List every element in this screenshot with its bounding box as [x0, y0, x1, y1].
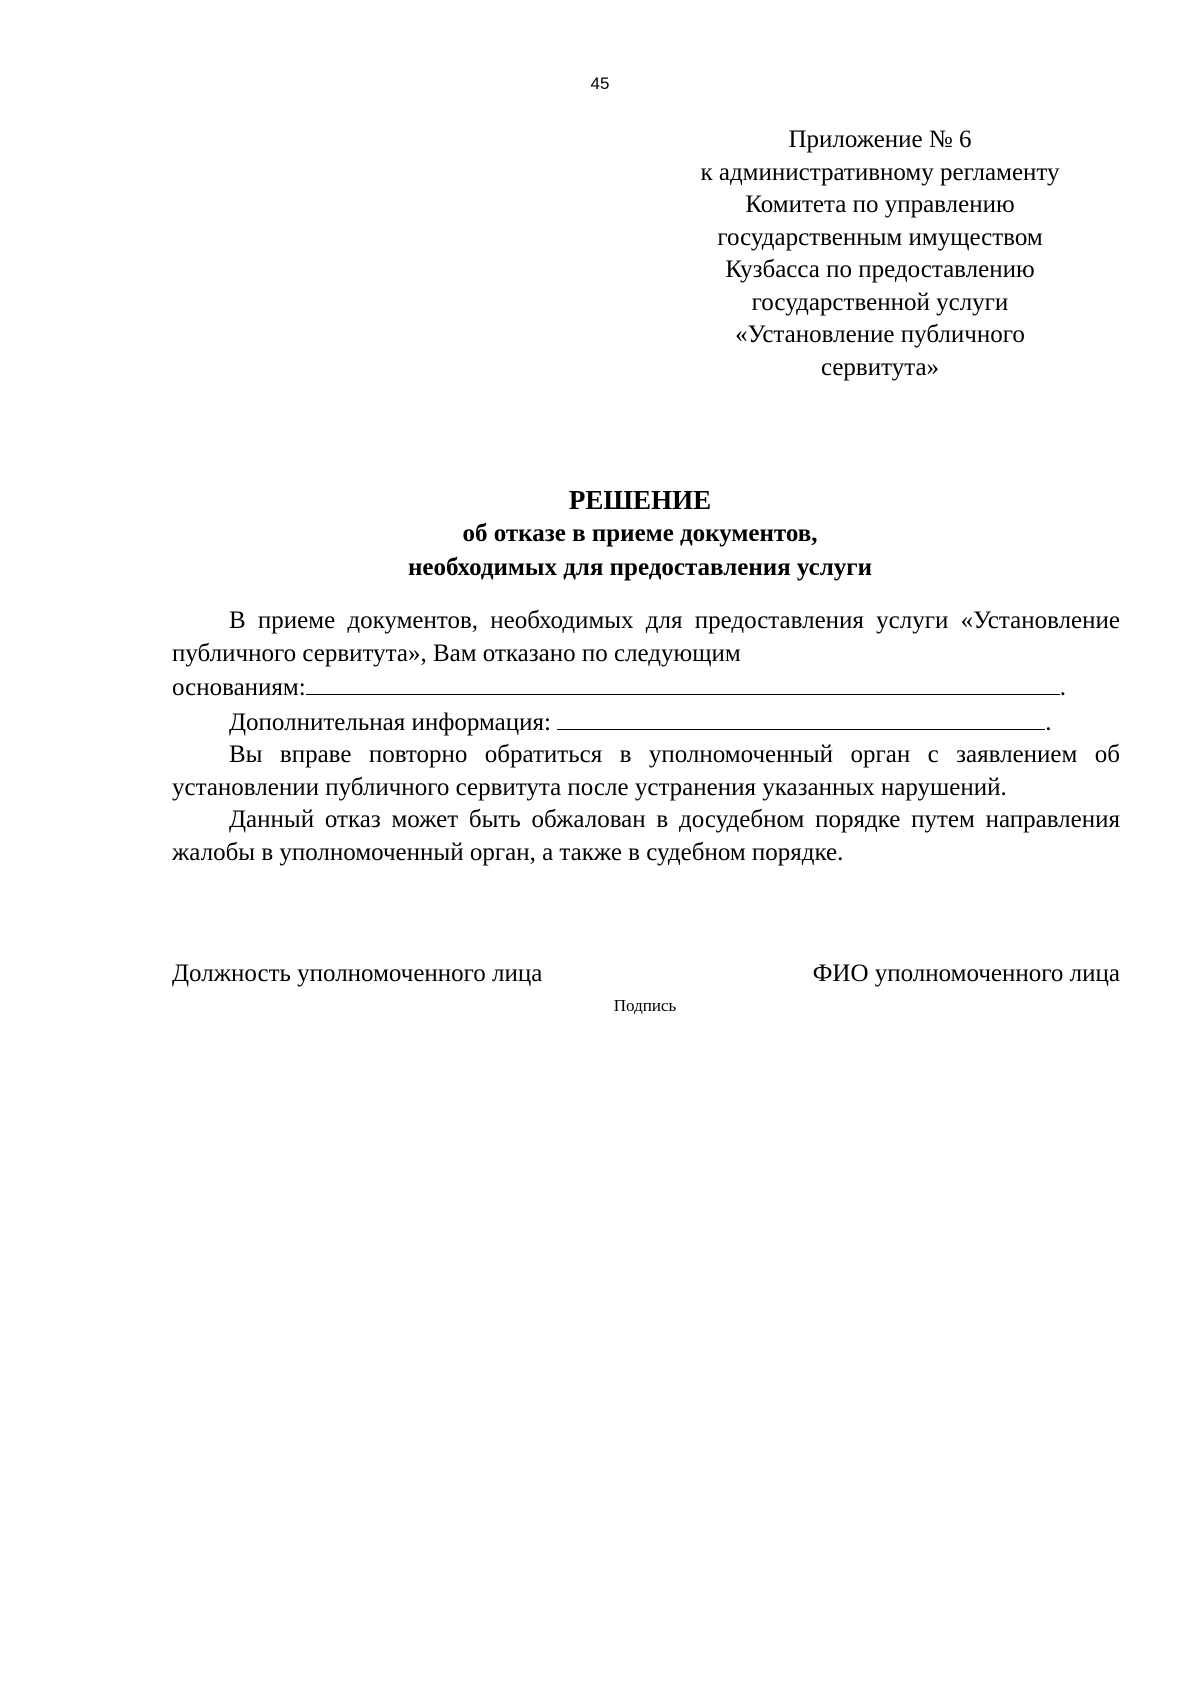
additional-info-end: . — [1045, 708, 1052, 736]
grounds-line — [172, 670, 1120, 705]
signature-caption: Подпись — [613, 996, 677, 1015]
title-main: РЕШЕНИЕ — [568, 485, 712, 515]
additional-info-label: Дополнительная информация: — [229, 708, 558, 736]
appendix-line: Комитета по управлению — [745, 191, 1015, 218]
appendix-line: государственным имуществом — [717, 223, 1043, 251]
appendix-line: к административному регламенту — [700, 158, 1060, 186]
paragraph-refusal: В приеме документов, необходимых для предоставления услуги «Установление публичного сервитута», Вам отказано по следующим — [172, 607, 1120, 667]
paragraph-appeal: Данный отказ может быть обжалован в досудебном порядке путем направления жалобы в уполномоченный орган, а также в судебном порядке. — [172, 806, 1120, 866]
title-subline: об отказе в приеме документов, — [462, 520, 818, 547]
document-body — [172, 605, 1120, 869]
appendix-header — [660, 124, 1100, 384]
name-label: ФИО уполномоченного лица — [812, 960, 1120, 987]
appendix-line: «Установление публичного — [735, 321, 1025, 348]
signature-row — [172, 960, 1120, 988]
additional-info-line — [172, 705, 1120, 740]
grounds-end: . — [1059, 674, 1066, 701]
document-title — [160, 483, 1120, 585]
position-label: Должность уполномоченного лица — [172, 960, 543, 987]
grounds-blank-field — [306, 670, 1060, 695]
grounds-label: основаниям: — [172, 674, 306, 701]
paragraph-reapply: Вы вправе повторно обратиться в уполномоченный орган с заявлением об установлении публичного сервитута после устранения указанных нарушений. — [172, 741, 1120, 801]
appendix-line: сервитута» — [820, 353, 940, 381]
title-subline: необходимых для предоставления услуги — [407, 554, 873, 581]
page-number: 45 — [590, 74, 610, 93]
additional-info-blank-field — [557, 705, 1045, 730]
appendix-line: Кузбасса по предоставлению — [725, 256, 1035, 283]
appendix-line: Приложение № 6 — [788, 126, 972, 153]
appendix-line: государственной услуги — [751, 288, 1009, 316]
